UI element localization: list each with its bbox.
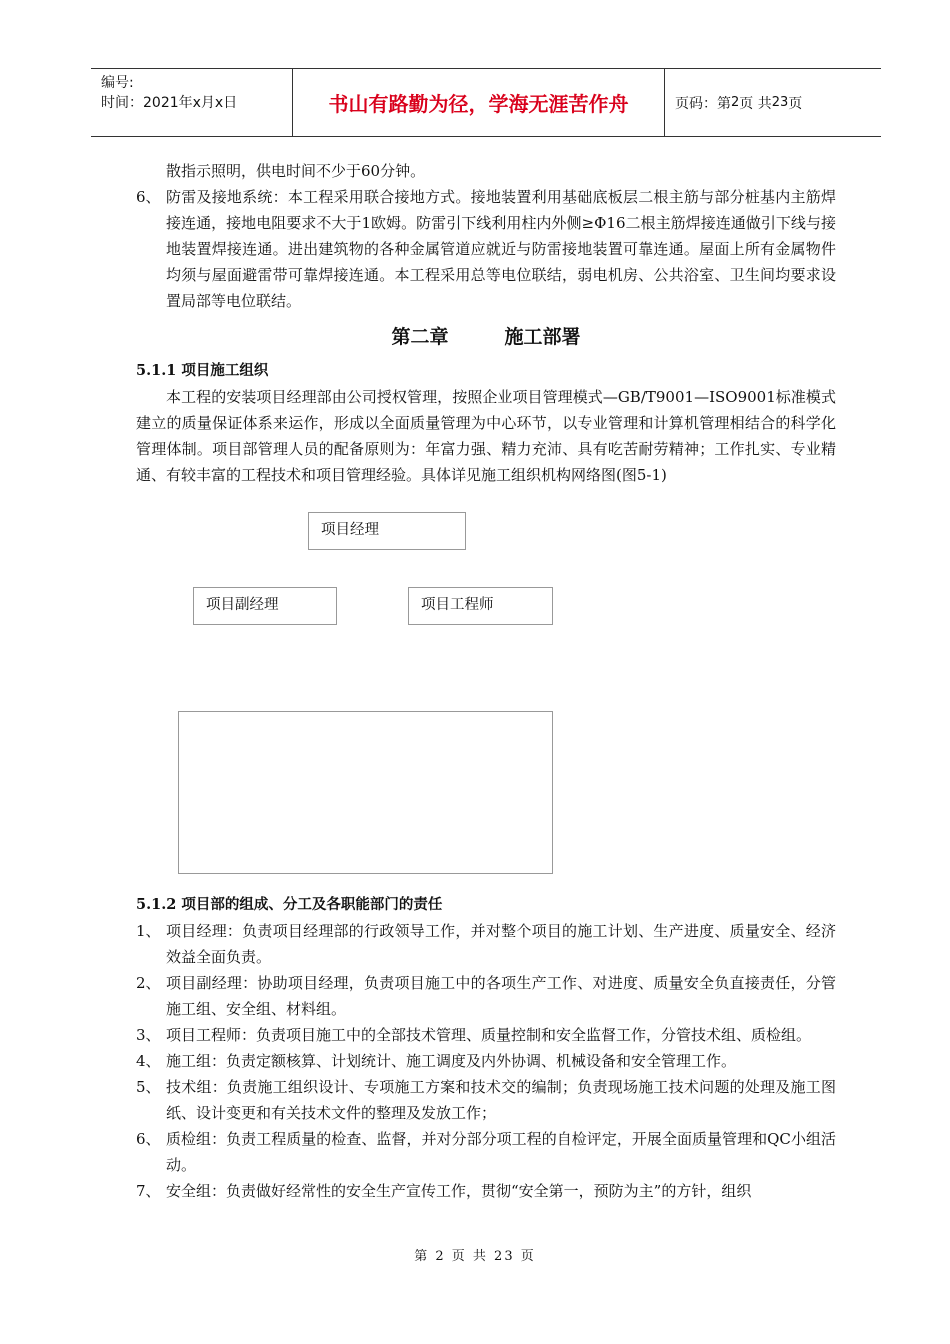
list-item	[136, 1178, 836, 1204]
item-text: 安全组：负责做好经常性的安全生产宣传工作，贯彻“安全第一，预防为主”的方针，组织	[166, 1182, 752, 1200]
item-text: 技术组：负责施工组织设计、专项施工方案和技术交的编制；负责现场施工技术问题的处理及施工图纸、设计变更和有关技术文件的整理及发放工作；	[166, 1078, 836, 1122]
list-item	[136, 1126, 836, 1178]
org-box-manager: 项目经理	[308, 512, 466, 550]
org-box-engineer: 项目工程师	[408, 587, 553, 625]
document-body	[136, 158, 836, 1204]
list-item	[136, 1048, 836, 1074]
item-number: 6、	[136, 188, 161, 206]
item-number: 4、	[136, 1052, 161, 1070]
header-divider	[664, 69, 665, 136]
list-item	[136, 1074, 836, 1126]
header-motto: 书山有路勤为径，学海无涯苦作舟	[328, 92, 629, 116]
page-suffix: 页	[788, 95, 803, 112]
chapter-name: 施工部署	[504, 326, 581, 348]
header-meta	[101, 73, 291, 113]
section-heading: 5.1.2 项目部的组成、分工及各职能部门的责任	[136, 896, 443, 913]
list-item	[136, 918, 836, 970]
org-chart	[136, 488, 836, 888]
section-heading: 5.1.1 项目施工组织	[136, 362, 269, 379]
item-text: 防雷及接地系统：本工程采用联合接地方式。接地装置利用基础底板层二根主筋与部分桩基内主筋焊接连通，接地电阻要求不大于1欧姆。防雷引下线利用柱内外侧≥Φ16二根主筋焊接连通做引下线与接地装置焊接连通。进出建筑物的各种金属管道应就近与防雷接地装置可靠连通。屋面上所有金属物件均须与屋面避雷带可靠焊接连通。本工程采用总等电位联结，弱电机房、公共浴室、卫生间均要求设置局部等电位联结。	[166, 188, 836, 310]
serial-label: 编号:	[101, 75, 134, 91]
item-text: 项目工程师：负责项目施工中的全部技术管理、质量控制和安全监督工作，分管技术组、质检组。	[166, 1026, 812, 1044]
list-item	[136, 1022, 836, 1048]
header-page-info	[675, 69, 802, 136]
page-header	[91, 68, 881, 137]
section-paragraph: 本工程的安装项目经理部由公司授权管理，按照企业项目管理模式—GB/T9001—ISO9001标准模式建立的质量保证体系来运作，形成以全面质量管理为中心环节，以专业管理和计算机管理相结合的科学化管理体制。项目部管理人员的配备原则为：年富力强、精力充沛、具有吃苦耐劳精神；工作扎实、专业精通、有较丰富的工程技术和项目管理经验。具体详见施工组织机构网络图(图5-1)	[136, 388, 836, 484]
page-number: 2	[731, 95, 740, 110]
page-prefix: 页码：第	[675, 95, 731, 112]
item-number: 7、	[136, 1182, 161, 1200]
chapter-number: 第二章	[391, 326, 449, 348]
item-text: 项目副经理：协助项目经理，负责项目施工中的各项生产工作、对进度、质量安全负直接责任，分管施工组、安全组、材料组。	[166, 974, 836, 1018]
item-number: 6、	[136, 1130, 161, 1148]
item-number: 3、	[136, 1026, 161, 1044]
list-item	[136, 970, 836, 1022]
item-number: 5、	[136, 1078, 161, 1096]
item-text: 项目经理：负责项目经理部的行政领导工作，并对整个项目的施工计划、生产进度、质量安全、经济效益全面负责。	[166, 922, 836, 966]
page-mid: 页 共	[739, 95, 772, 112]
list-item	[136, 184, 836, 314]
org-box-deputy: 项目副经理	[193, 587, 337, 625]
org-box-empty	[178, 711, 553, 874]
page-total: 23	[771, 95, 789, 110]
page-footer: 第 2 页 共 23 页	[414, 1249, 536, 1264]
continued-line: 散指示照明，供电时间不少于60分钟。	[166, 162, 426, 180]
item-number: 2、	[136, 974, 161, 992]
item-text: 质检组：负责工程质量的检查、监督，并对分部分项工程的自检评定，开展全面质量管理和QC小组活动。	[166, 1130, 836, 1174]
time-label: 时间：2021年x月x日	[101, 95, 238, 111]
item-number: 1、	[136, 922, 161, 940]
chapter-title	[136, 322, 836, 352]
item-text: 施工组：负责定额核算、计划统计、施工调度及内外协调、机械设备和安全管理工作。	[166, 1052, 737, 1070]
